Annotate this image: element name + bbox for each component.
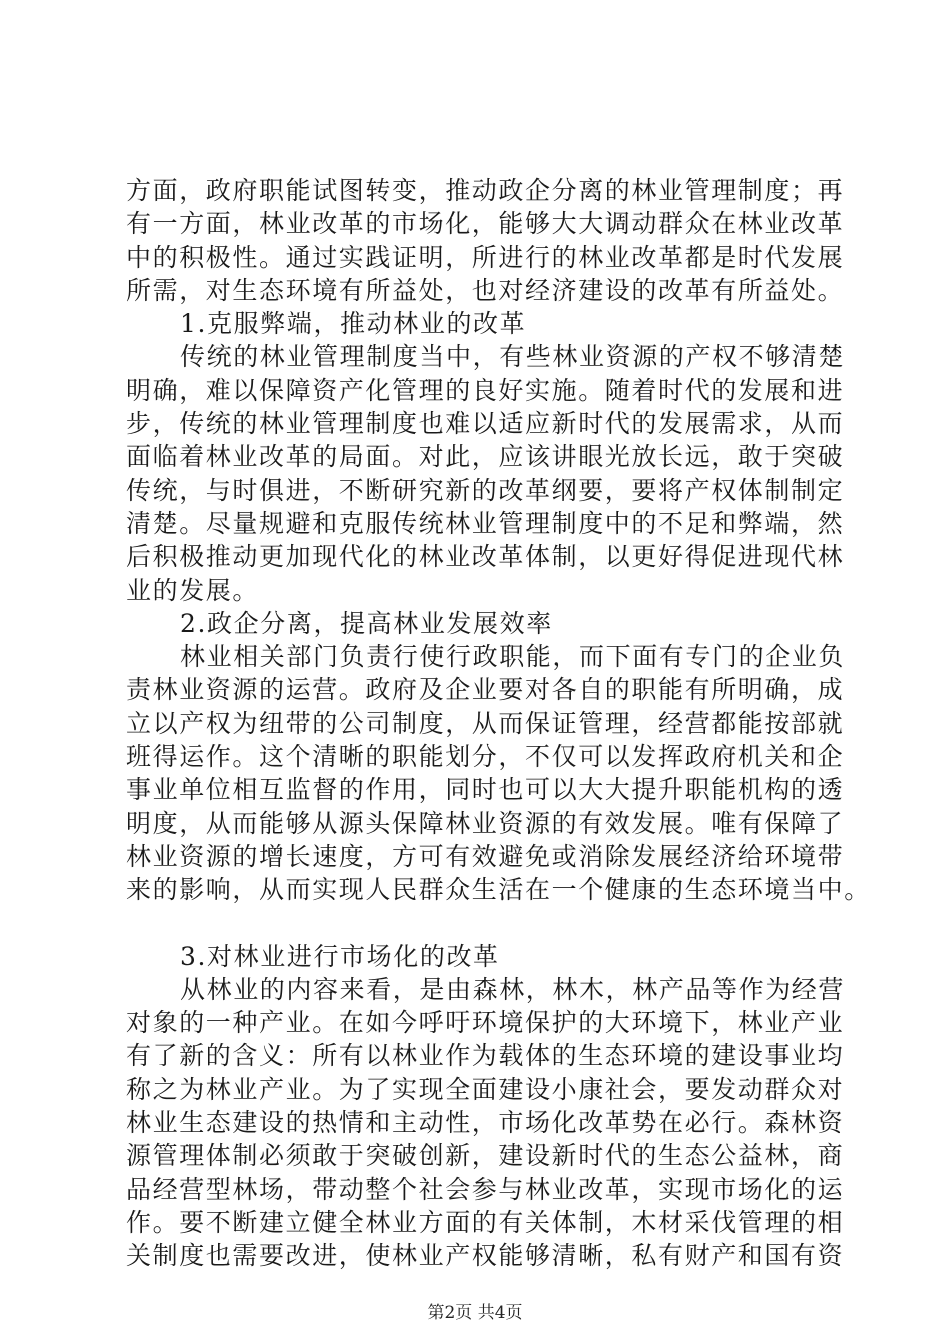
- blank-line: [126, 907, 846, 940]
- document-body: [126, 174, 871, 1273]
- text-line: 立以产权为纽带的公司制度，从而保证管理，经营都能按部就: [126, 708, 845, 738]
- text-line: 清楚。尽量规避和克服传统林业管理制度中的不足和弊端，然: [126, 508, 845, 538]
- text-line: 林业资源的增长速度，方可有效避免或消除发展经济给环境带: [126, 841, 845, 871]
- text-line: 关制度也需要改进，使林业产权能够清晰，私有财产和国有资: [126, 1241, 845, 1271]
- text-line: 所需，对生态环境有所益处，也对经济建设的改革有所益处。: [126, 275, 845, 305]
- text-line: 事业单位相互监督的作用，同时也可以大大提升职能机构的透: [126, 775, 845, 805]
- section-heading: 3.对林业进行市场化的改革: [180, 941, 500, 971]
- text-line: 传统，与时俱进，不断研究新的改革纲要，要将产权体制制定: [126, 475, 845, 505]
- text-line: 从林业的内容来看，是由森林，林木，林产品等作为经营: [180, 974, 846, 1004]
- text-line: 源管理体制必须敢于突破创新，建设新时代的生态公益林，商: [126, 1141, 845, 1171]
- text-line: 来的影响，从而实现人民群众生活在一个健康的生态环境当中。: [126, 875, 871, 905]
- text-line: 面临着林业改革的局面。对此，应该讲眼光放长远，敢于突破: [126, 442, 845, 472]
- text-line: 责林业资源的运营。政府及企业要对各自的职能有所明确，成: [126, 675, 845, 705]
- text-line: 对象的一种产业。在如今呼吁环境保护的大环境下，林业产业: [126, 1008, 845, 1038]
- page-footer: 第2页 共4页: [427, 1303, 523, 1323]
- text-line: 步，传统的林业管理制度也难以适应新时代的发展需求，从而: [126, 409, 845, 439]
- section-heading: 1.克服弊端，推动林业的改革: [180, 309, 527, 339]
- text-line: 林业相关部门负责行使行政职能，而下面有专门的企业负: [180, 642, 846, 672]
- text-line: 品经营型林场，带动整个社会参与林业改革，实现市场化的运: [126, 1174, 845, 1204]
- text-line: 班得运作。这个清晰的职能划分，不仅可以发挥政府机关和企: [126, 742, 845, 772]
- text-line: 方面，政府职能试图转变，推动政企分离的林业管理制度；再: [126, 176, 845, 205]
- text-line: 林业生态建设的热情和主动性，市场化改革势在必行。森林资: [126, 1108, 845, 1138]
- text-line: 传统的林业管理制度当中，有些林业资源的产权不够清楚: [180, 342, 846, 372]
- text-line: 称之为林业产业。为了实现全面建设小康社会，要发动群众对: [126, 1074, 845, 1104]
- section-heading: 2.政企分离，提高林业发展效率: [180, 608, 553, 638]
- text-line: 中的积极性。通过实践证明，所进行的林业改革都是时代发展: [126, 242, 845, 272]
- text-line: 明确，难以保障资产化管理的良好实施。随着时代的发展和进: [126, 375, 845, 405]
- text-line: 明度，从而能够从源头保障林业资源的有效发展。唯有保障了: [126, 808, 845, 838]
- text-line: 后积极推动更加现代化的林业改革体制，以更好得促进现代林: [126, 542, 845, 572]
- text-line: 有了新的含义：所有以林业作为载体的生态环境的建设事业均: [126, 1041, 845, 1071]
- text-line: 作。要不断建立健全林业方面的有关体制，木材采伐管理的相: [126, 1207, 845, 1237]
- text-line: 业的发展。: [126, 575, 260, 605]
- text-line: 有一方面，林业改革的市场化，能够大大调动群众在林业改革: [126, 209, 845, 239]
